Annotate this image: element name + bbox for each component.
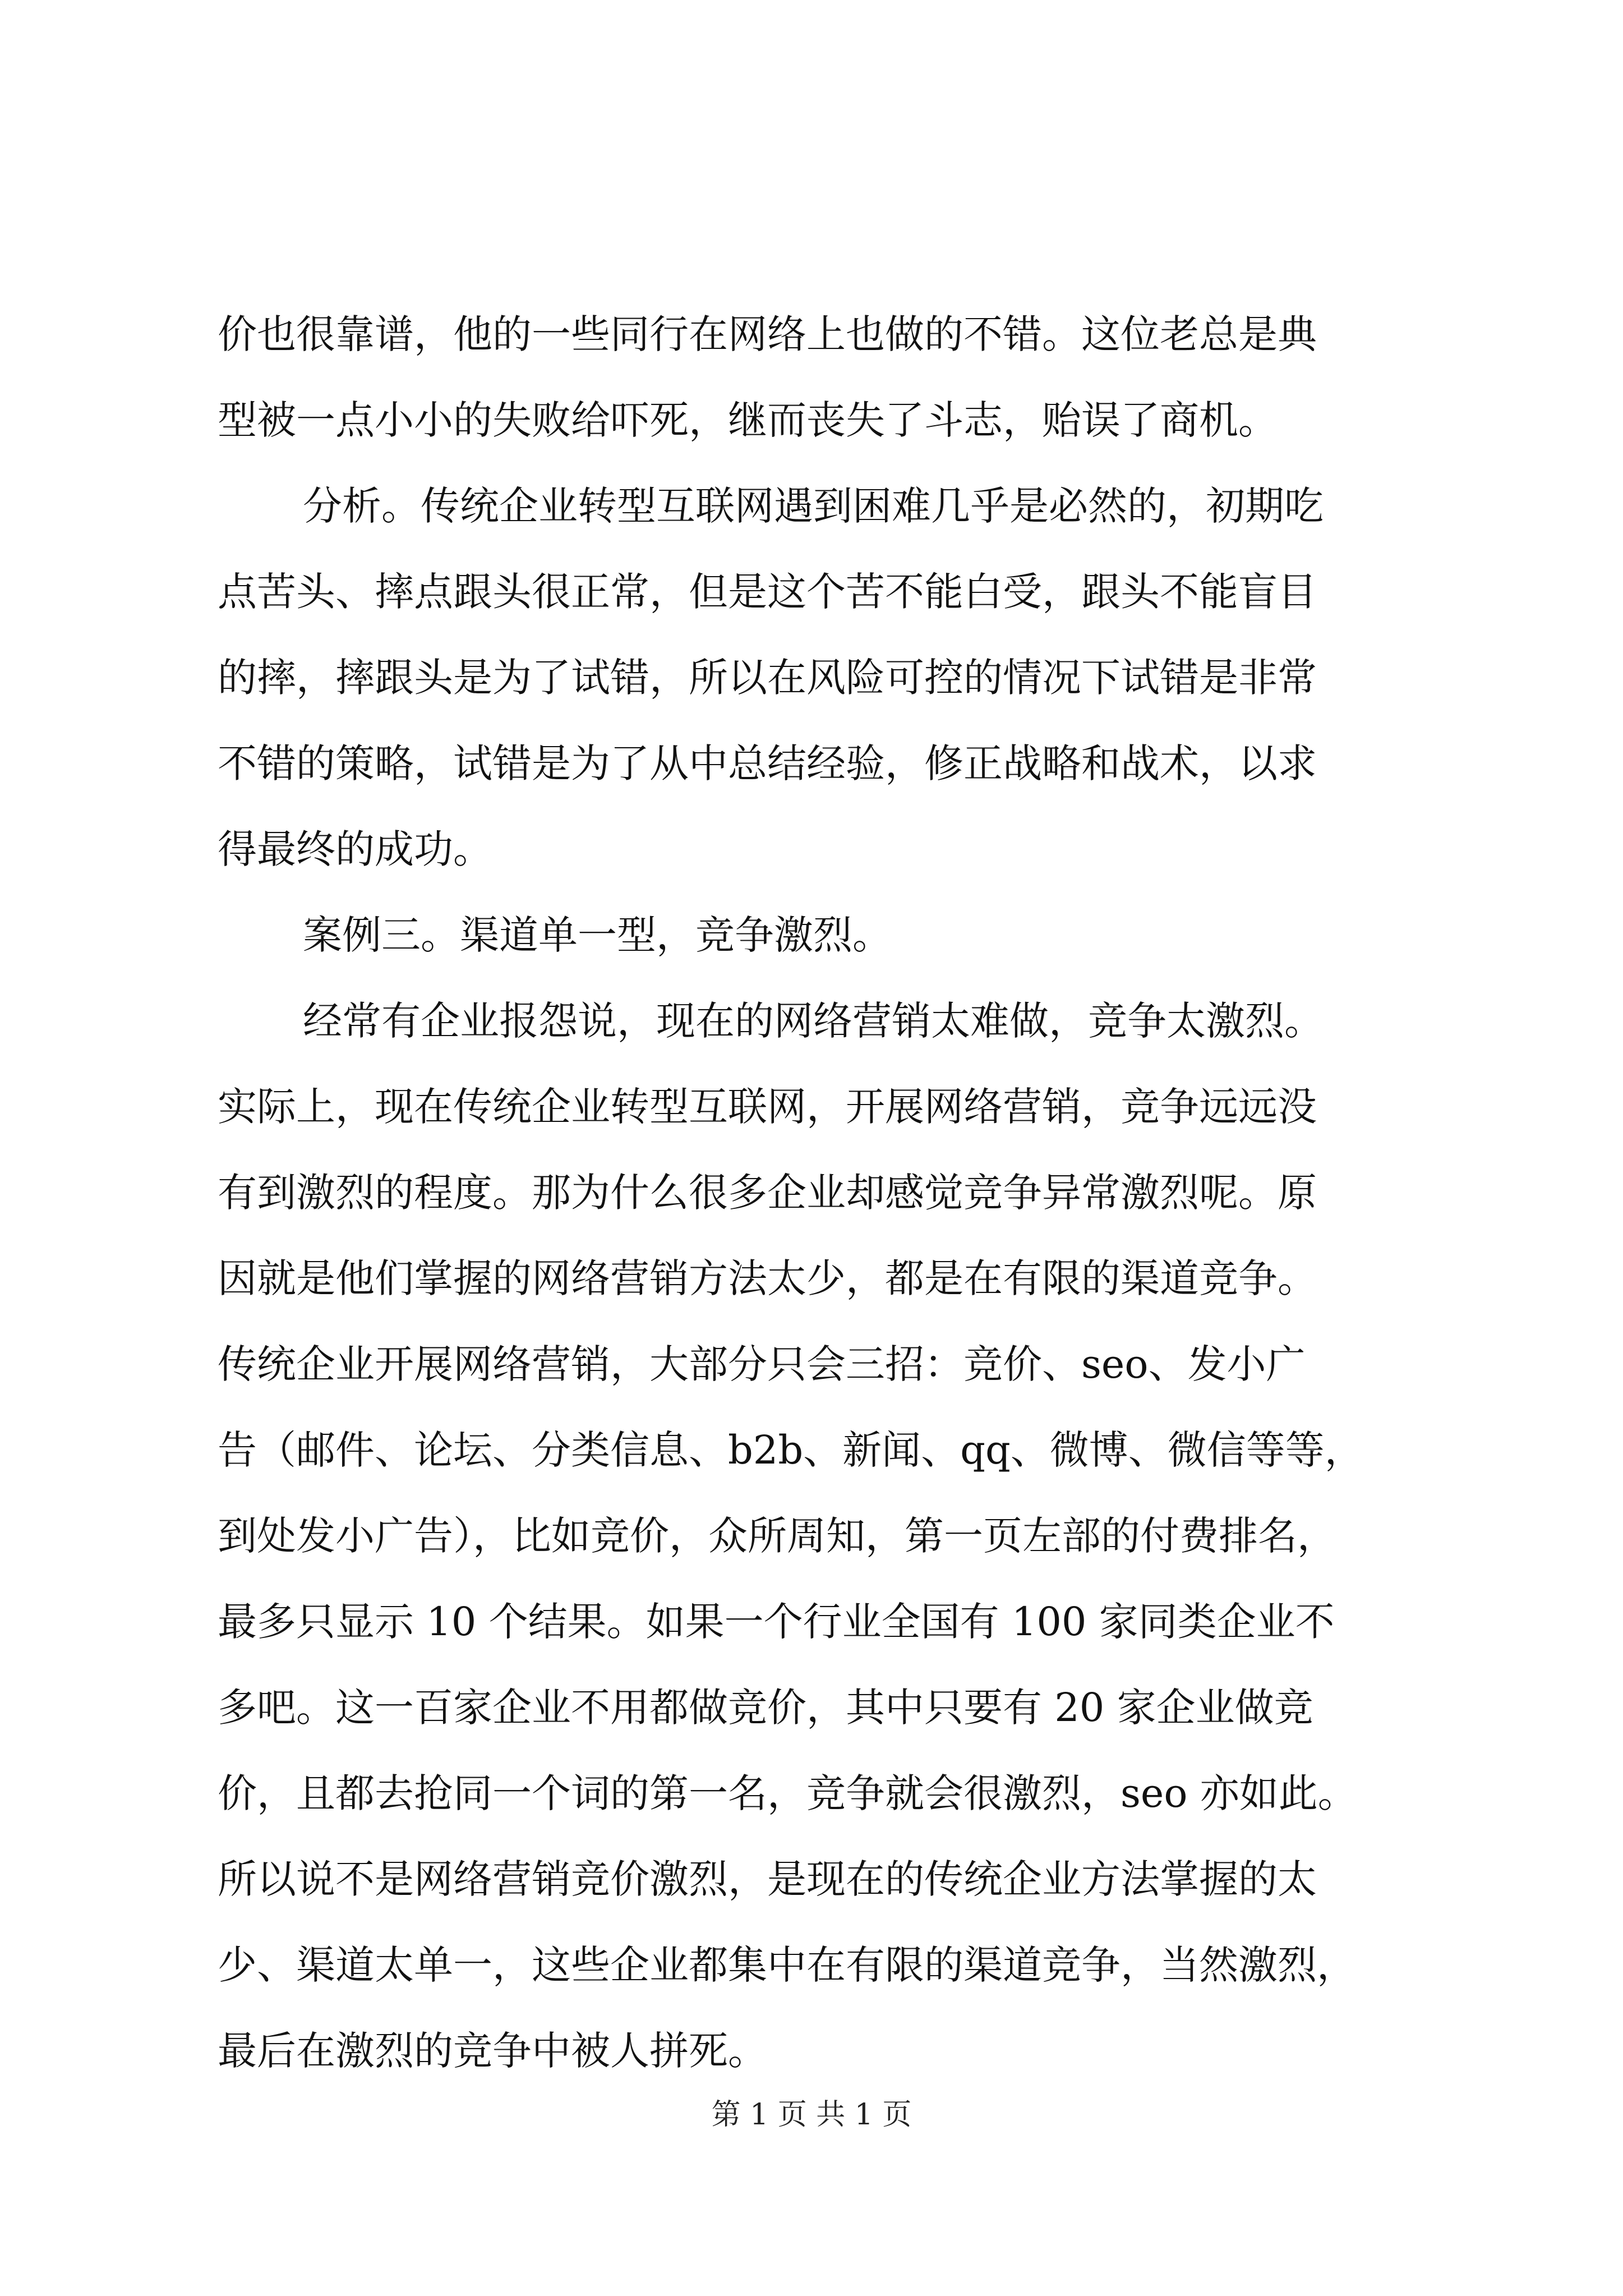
text-line: 多吧。这一百家企业不用都做竞价，其中只要有 20 家企业做竞 — [218, 1685, 1313, 1731]
text-line: 传统企业开展网络营销，大部分只会三招：竞价、seo、发小广 — [218, 1341, 1306, 1387]
paragraph-start-line: 分析。传统企业转型互联网遇到困难几乎是必然的，初期吃 — [303, 483, 1324, 529]
text-line: 最后在激烈的竞争中被人拼死。 — [218, 2028, 767, 2074]
text-line: 告（邮件、论坛、分类信息、b2b、新闻、qq、微博、微信等等， — [218, 1427, 1364, 1473]
text-line: 得最终的成功。 — [218, 826, 492, 872]
text-line: 少、渠道太单一，这些企业都集中在有限的渠道竞争，当然激烈， — [218, 1942, 1356, 1988]
text-line: 实际上，现在传统企业转型互联网，开展网络营销，竞争远远没 — [218, 1084, 1317, 1130]
text-line: 点苦头、摔点跟头很正常，但是这个苦不能白受，跟头不能盲目 — [218, 569, 1317, 615]
paragraph-start-line: 经常有企业报怨说，现在的网络营销太难做，竞争太激烈。 — [303, 998, 1324, 1044]
text-line: 型被一点小小的失败给吓死，继而丧失了斗志，贻误了商机。 — [218, 397, 1278, 443]
section-heading-line: 案例三。渠道单一型，竞争激烈。 — [303, 912, 892, 958]
text-line: 最多只显示 10 个结果。如果一个行业全国有 100 家同类企业不 — [218, 1599, 1335, 1645]
page-number-footer: 第 1 页 共 1 页 — [711, 2098, 912, 2132]
text-line: 因就是他们掌握的网络营销方法太少，都是在有限的渠道竞争。 — [218, 1255, 1317, 1301]
text-line: 有到激烈的程度。那为什么很多企业却感觉竞争异常激烈呢。原 — [218, 1170, 1317, 1216]
text-line: 不错的策略，试错是为了从中总结经验，修正战略和战术，以求 — [218, 740, 1317, 786]
document-body — [218, 292, 1423, 2094]
text-line: 的摔，摔跟头是为了试错，所以在风险可控的情况下试错是非常 — [218, 655, 1317, 701]
text-line: 价也很靠谱，他的一些同行在网络上也做的不错。这位老总是典 — [218, 311, 1317, 357]
text-line: 所以说不是网络营销竞价激烈，是现在的传统企业方法掌握的太 — [218, 1856, 1317, 1902]
text-line: 到处发小广告），比如竞价，众所周知，第一页左部的付费排名， — [218, 1513, 1336, 1559]
text-line: 价，且都去抢同一个词的第一名，竞争就会很激烈，seo 亦如此。 — [218, 1770, 1357, 1816]
